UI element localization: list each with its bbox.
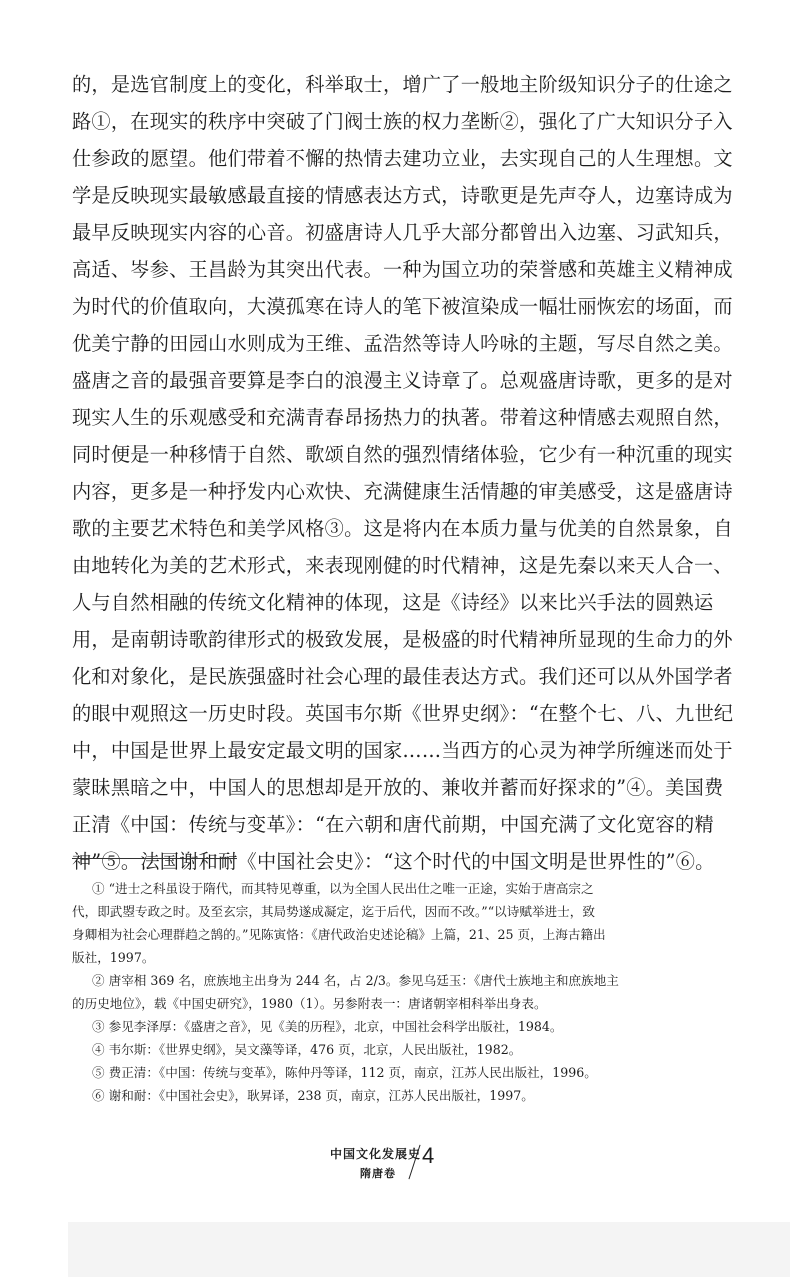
text-line: 学是反映现实最敏感最直接的情感表达方式，诗歌更是先声夺人，边塞诗成为	[72, 184, 733, 207]
footnote-line: ③ 参见李泽厚：《盛唐之音》，见《美的历程》，北京，中国社会科学出版社，1984。	[92, 1019, 563, 1034]
footer-book-title: 中国文化发展史	[330, 1147, 422, 1161]
text-line: 的眼中观照这一历史时段。英国韦尔斯《世界史纲》：“在整个七、八、九世纪	[72, 702, 734, 725]
text-line: 盛唐之音的最强音要算是李白的浪漫主义诗章了。总观盛唐诗歌，更多的是对	[72, 369, 733, 392]
text-line: 中，中国是世界上最安定最文明的国家……当西方的心灵为神学所缠迷而处于	[72, 739, 733, 762]
text-line: 现实人生的乐观感受和充满青春昂扬热力的执著。带着这种情感去观照自然，	[72, 406, 733, 429]
footnotes	[72, 877, 754, 1107]
footnote-line: 代，即武曌专政之时。及至玄宗，其局势遂成凝定，迄于后代，因而不改。”“以诗赋举进士，致	[72, 904, 595, 919]
text-line: 仕参政的愿望。他们带着不懈的热情去建功立业，去实现自己的人生理想。文	[72, 147, 733, 170]
text-line: 人与自然相融的传统文化精神的体现，这是《诗经》以来比兴手法的圆熟运	[72, 591, 714, 614]
footnote-3	[72, 1015, 754, 1038]
text-line: 化和对象化，是民族强盛时社会心理的最佳表达方式。我们还可以从外国学者	[72, 665, 733, 688]
footnote-4	[72, 1038, 754, 1061]
footnote-line: 身卿相为社会心理群趋之鹄的。”见陈寅恪：《唐代政治史述论稿》上篇，21、25 页，上海古籍出	[72, 927, 606, 942]
footnote-line: ② 唐宰相 369 名，庶族地主出身为 244 名，占 2/3。参见乌廷玉：《唐代士族地主和庶族地主	[92, 973, 619, 988]
footnote-line: 版社，1997。	[72, 950, 155, 965]
text-line: 用，是南朝诗歌韵律形式的极致发展，是极盛的时代精神所显现的生命力的外	[72, 628, 733, 651]
text-line: 由地转化为美的艺术形式，来表现刚健的时代精神，这是先秦以来天人合一、	[72, 554, 733, 577]
footnote-line: ① “进士之科虽设于隋代，而其特见尊重，以为全国人民出仕之唯一正途，实始于唐高宗之	[92, 881, 594, 896]
text-line: 优美宁静的田园山水则成为王维、孟浩然等诗人吟咏的主题，写尽自然之美。	[72, 332, 733, 355]
text-line: 蒙昧黑暗之中，中国人的思想却是开放的、兼收并蓄而好探求的”④。美国费	[72, 776, 724, 799]
text-line: 神”⑤。法国谢和耐《中国社会史》：“这个时代的中国文明是世界性的”⑥。	[72, 850, 715, 873]
main-text	[72, 66, 754, 880]
text-line: 歌的主要艺术特色和美学风格③。这是将内在本质力量与优美的自然景象，自	[72, 517, 733, 540]
text-line: 正清《中国：传统与变革》：“在六朝和唐代前期，中国充满了文化宽容的精	[72, 813, 714, 836]
footnote-divider	[72, 858, 237, 859]
footnote-line: ④ 韦尔斯：《世界史纲》，吴文藻等译，476 页，北京，人民出版社，1982。	[92, 1042, 522, 1057]
footnote-2	[72, 969, 754, 1015]
footnote-line: 的历史地位》，载《中国史研究》，1980（1）。另参附表一：唐诸朝宰相科举出身表。	[72, 996, 547, 1011]
text-line: 为时代的价值取向，大漠孤寒在诗人的笔下被渲染成一幅壮丽恢宏的场面，而	[72, 295, 733, 318]
text-line: 路①，在现实的秩序中突破了门阀士族的权力垄断②，强化了广大知识分子入	[72, 110, 733, 133]
text-line: 最早反映现实内容的心音。初盛唐诗人几乎大部分都曾出入边塞、习武知兵，	[72, 221, 733, 244]
footnote-1	[72, 877, 754, 969]
footnote-line: ⑤ 费正清：《中国：传统与变革》，陈仲丹等译，112 页，南京，江苏人民出版社，1996。	[92, 1065, 597, 1080]
footer-volume: 隋唐卷	[360, 1167, 396, 1180]
page-number: 4	[422, 1143, 435, 1168]
text-line: 内容，更多是一种抒发内心欢快、充满健康生活情趣的审美感受，这是盛唐诗	[72, 480, 733, 503]
text-line: 的，是选官制度上的变化，科举取士，增广了一般地主阶级知识分子的仕途之	[72, 73, 733, 96]
footnote-5	[72, 1061, 754, 1084]
text-line: 高适、岑参、王昌龄为其突出代表。一种为国立功的荣誉感和英雄主义精神成	[72, 258, 733, 281]
footnote-line: ⑥ 谢和耐：《中国社会史》，耿昇译，238 页，南京，江苏人民出版社，1997。	[92, 1088, 534, 1103]
text-line: 同时便是一种移情于自然、歌颂自然的强烈情绪体验，它少有一种沉重的现实	[72, 443, 733, 466]
scan-shadow	[68, 1222, 790, 1277]
footnote-6	[72, 1084, 754, 1107]
running-footer	[330, 1142, 490, 1186]
